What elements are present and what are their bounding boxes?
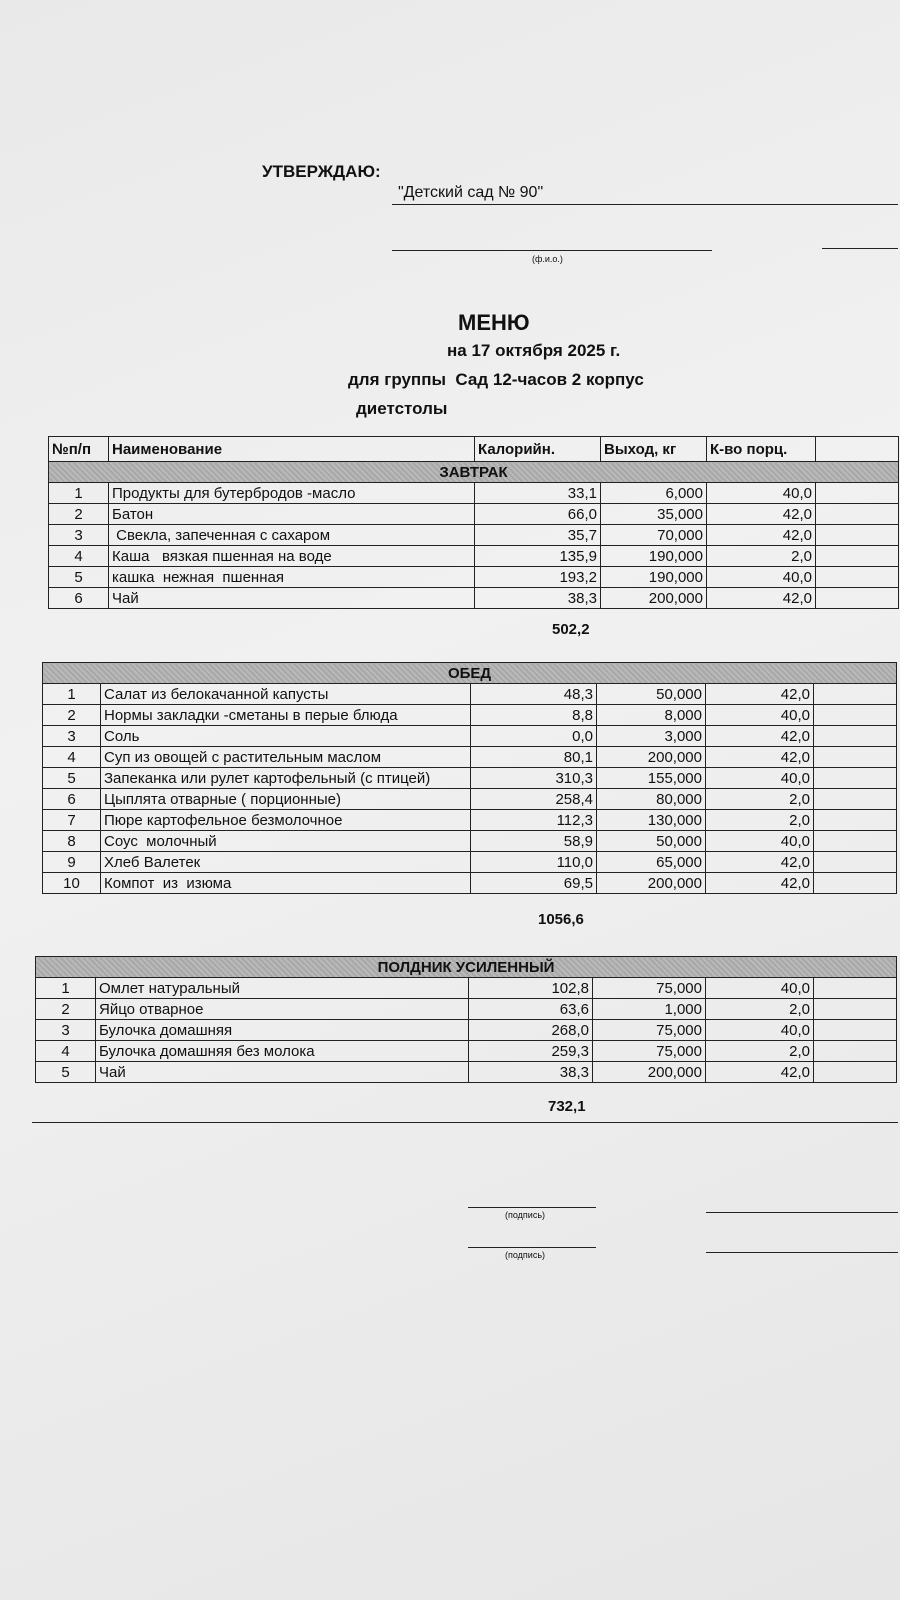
item-portions: 40,0 (707, 567, 816, 588)
empty-cell (814, 768, 897, 789)
table-row (43, 831, 897, 852)
table-row (43, 852, 897, 873)
item-yield: 200,000 (593, 1062, 706, 1083)
snack-table (35, 956, 897, 1083)
item-yield: 75,000 (593, 1020, 706, 1041)
empty-cell (814, 705, 897, 726)
item-portions: 42,0 (707, 588, 816, 609)
table-row (36, 978, 897, 999)
item-yield: 35,000 (601, 504, 707, 525)
item-yield: 50,000 (597, 684, 706, 705)
empty-cell (814, 852, 897, 873)
col-calories: Калорийн. (475, 437, 601, 462)
empty-cell (814, 831, 897, 852)
item-portions: 40,0 (706, 768, 814, 789)
item-calories: 63,6 (469, 999, 593, 1020)
item-name: Хлеб Валетек (101, 852, 471, 873)
signature-caption-2: (подпись) (505, 1250, 546, 1260)
empty-cell (814, 810, 897, 831)
empty-cell (816, 546, 899, 567)
item-portions: 40,0 (706, 831, 814, 852)
item-number: 5 (36, 1062, 96, 1083)
item-yield: 80,000 (597, 789, 706, 810)
table-row (43, 789, 897, 810)
item-yield: 70,000 (601, 525, 707, 546)
item-calories: 8,8 (471, 705, 597, 726)
empty-cell (814, 726, 897, 747)
name-line-2 (706, 1252, 898, 1253)
empty-cell (816, 483, 899, 504)
item-number: 9 (43, 852, 101, 873)
section-header (49, 462, 899, 483)
item-yield: 200,000 (601, 588, 707, 609)
item-portions: 2,0 (706, 789, 814, 810)
item-calories: 58,9 (471, 831, 597, 852)
table-row (49, 504, 899, 525)
item-number: 3 (36, 1020, 96, 1041)
item-portions: 2,0 (706, 810, 814, 831)
item-portions: 42,0 (706, 873, 814, 894)
item-number: 5 (43, 768, 101, 789)
table-row (49, 588, 899, 609)
table-header (49, 437, 899, 462)
item-name: кашка нежная пшенная (109, 567, 475, 588)
empty-cell (814, 1062, 897, 1083)
empty-cell (814, 747, 897, 768)
item-portions: 42,0 (706, 852, 814, 873)
item-name: Соль (101, 726, 471, 747)
item-calories: 268,0 (469, 1020, 593, 1041)
empty-cell (814, 789, 897, 810)
item-calories: 259,3 (469, 1041, 593, 1062)
lunch-table (42, 662, 897, 894)
empty-cell (814, 999, 897, 1020)
table-row (43, 726, 897, 747)
separator-line (32, 1122, 898, 1123)
empty-cell (816, 588, 899, 609)
section-title: ПОЛДНИК УСИЛЕННЫЙ (36, 957, 897, 978)
item-name: Суп из овощей с растительным маслом (101, 747, 471, 768)
item-yield: 8,000 (597, 705, 706, 726)
org-underline (392, 204, 898, 205)
item-calories: 69,5 (471, 873, 597, 894)
item-number: 3 (49, 525, 109, 546)
item-name: Соус молочный (101, 831, 471, 852)
col-yield: Выход, кг (601, 437, 707, 462)
item-name: Цыплята отварные ( порционные) (101, 789, 471, 810)
signature-caption-1: (подпись) (505, 1210, 546, 1220)
section-header (36, 957, 897, 978)
item-name: Чай (96, 1062, 469, 1083)
table-row (43, 768, 897, 789)
item-yield: 130,000 (597, 810, 706, 831)
section-title: ЗАВТРАК (49, 462, 899, 483)
item-portions: 42,0 (706, 1062, 814, 1083)
item-name: Свекла, запеченная с сахаром (109, 525, 475, 546)
item-number: 6 (43, 789, 101, 810)
item-name: Продукты для бутербродов -масло (109, 483, 475, 504)
item-portions: 40,0 (707, 483, 816, 504)
name-line-1 (706, 1212, 898, 1213)
table-row (36, 1062, 897, 1083)
empty-cell (814, 873, 897, 894)
empty-cell (814, 1041, 897, 1062)
table-row (43, 684, 897, 705)
section-title: ОБЕД (43, 663, 897, 684)
empty-cell (816, 567, 899, 588)
item-yield: 190,000 (601, 567, 707, 588)
item-yield: 200,000 (597, 873, 706, 894)
item-name: Булочка домашняя без молока (96, 1041, 469, 1062)
item-number: 2 (49, 504, 109, 525)
empty-cell (816, 437, 899, 462)
table-row (49, 567, 899, 588)
item-calories: 0,0 (471, 726, 597, 747)
item-number: 2 (36, 999, 96, 1020)
col-name: Наименование (109, 437, 475, 462)
item-number: 10 (43, 873, 101, 894)
table-row (43, 705, 897, 726)
item-yield: 65,000 (597, 852, 706, 873)
item-name: Пюре картофельное безмолочное (101, 810, 471, 831)
empty-cell (814, 1020, 897, 1041)
organization-name: "Детский сад № 90" (398, 184, 544, 201)
signature-line-2 (468, 1247, 596, 1248)
item-yield: 50,000 (597, 831, 706, 852)
item-number: 1 (49, 483, 109, 504)
item-portions: 40,0 (706, 1020, 814, 1041)
item-portions: 42,0 (706, 684, 814, 705)
item-portions: 2,0 (707, 546, 816, 567)
item-yield: 1,000 (593, 999, 706, 1020)
item-yield: 200,000 (597, 747, 706, 768)
table-row (36, 999, 897, 1020)
item-name: Батон (109, 504, 475, 525)
table-row (49, 546, 899, 567)
menu-diet: диетстолы (356, 399, 448, 418)
breakfast-total: 502,2 (552, 621, 590, 638)
item-number: 1 (36, 978, 96, 999)
item-calories: 33,1 (475, 483, 601, 504)
item-name: Запеканка или рулет картофельный (с птицей) (101, 768, 471, 789)
item-calories: 310,3 (471, 768, 597, 789)
empty-cell (814, 978, 897, 999)
approval-label: УТВЕРЖДАЮ: (262, 162, 381, 181)
table-row (36, 1020, 897, 1041)
item-portions: 40,0 (706, 705, 814, 726)
table-row (43, 747, 897, 768)
item-name: Чай (109, 588, 475, 609)
item-portions: 40,0 (706, 978, 814, 999)
item-yield: 6,000 (601, 483, 707, 504)
section-header (43, 663, 897, 684)
item-number: 3 (43, 726, 101, 747)
item-number: 4 (49, 546, 109, 567)
col-number: №п/п (49, 437, 109, 462)
item-number: 4 (36, 1041, 96, 1062)
item-number: 5 (49, 567, 109, 588)
table-row (43, 810, 897, 831)
item-number: 8 (43, 831, 101, 852)
item-calories: 66,0 (475, 504, 601, 525)
item-name: Булочка домашняя (96, 1020, 469, 1041)
item-calories: 258,4 (471, 789, 597, 810)
item-calories: 135,9 (475, 546, 601, 567)
item-calories: 193,2 (475, 567, 601, 588)
item-calories: 48,3 (471, 684, 597, 705)
menu-group: для группы Сад 12-часов 2 корпус (348, 370, 644, 389)
item-yield: 75,000 (593, 978, 706, 999)
breakfast-table (48, 436, 899, 609)
item-number: 7 (43, 810, 101, 831)
table-row (49, 525, 899, 546)
item-portions: 42,0 (706, 747, 814, 768)
fio-line (392, 250, 712, 251)
item-yield: 3,000 (597, 726, 706, 747)
col-portions: К-во порц. (707, 437, 816, 462)
empty-cell (814, 684, 897, 705)
empty-cell (816, 525, 899, 546)
item-calories: 80,1 (471, 747, 597, 768)
item-number: 1 (43, 684, 101, 705)
item-calories: 35,7 (475, 525, 601, 546)
item-number: 2 (43, 705, 101, 726)
item-portions: 2,0 (706, 999, 814, 1020)
signature-line (822, 248, 898, 249)
item-name: Компот из изюма (101, 873, 471, 894)
fio-caption: (ф.и.о.) (532, 254, 563, 264)
menu-date: на 17 октября 2025 г. (447, 341, 621, 360)
item-calories: 38,3 (475, 588, 601, 609)
item-name: Нормы закладки -сметаны в перые блюда (101, 705, 471, 726)
item-calories: 110,0 (471, 852, 597, 873)
lunch-total: 1056,6 (538, 911, 584, 928)
table-row (49, 483, 899, 504)
item-calories: 38,3 (469, 1062, 593, 1083)
table-row (43, 873, 897, 894)
item-name: Омлет натуральный (96, 978, 469, 999)
item-yield: 155,000 (597, 768, 706, 789)
table-row (36, 1041, 897, 1062)
item-portions: 42,0 (707, 504, 816, 525)
page-title: МЕНЮ (458, 310, 530, 335)
item-name: Салат из белокачанной капусты (101, 684, 471, 705)
item-portions: 42,0 (707, 525, 816, 546)
signature-line-1 (468, 1207, 596, 1208)
item-name: Каша вязкая пшенная на воде (109, 546, 475, 567)
empty-cell (816, 504, 899, 525)
snack-total: 732,1 (548, 1098, 586, 1115)
item-calories: 102,8 (469, 978, 593, 999)
item-number: 4 (43, 747, 101, 768)
item-yield: 190,000 (601, 546, 707, 567)
item-portions: 42,0 (706, 726, 814, 747)
item-portions: 2,0 (706, 1041, 814, 1062)
item-yield: 75,000 (593, 1041, 706, 1062)
item-name: Яйцо отварное (96, 999, 469, 1020)
item-number: 6 (49, 588, 109, 609)
item-calories: 112,3 (471, 810, 597, 831)
